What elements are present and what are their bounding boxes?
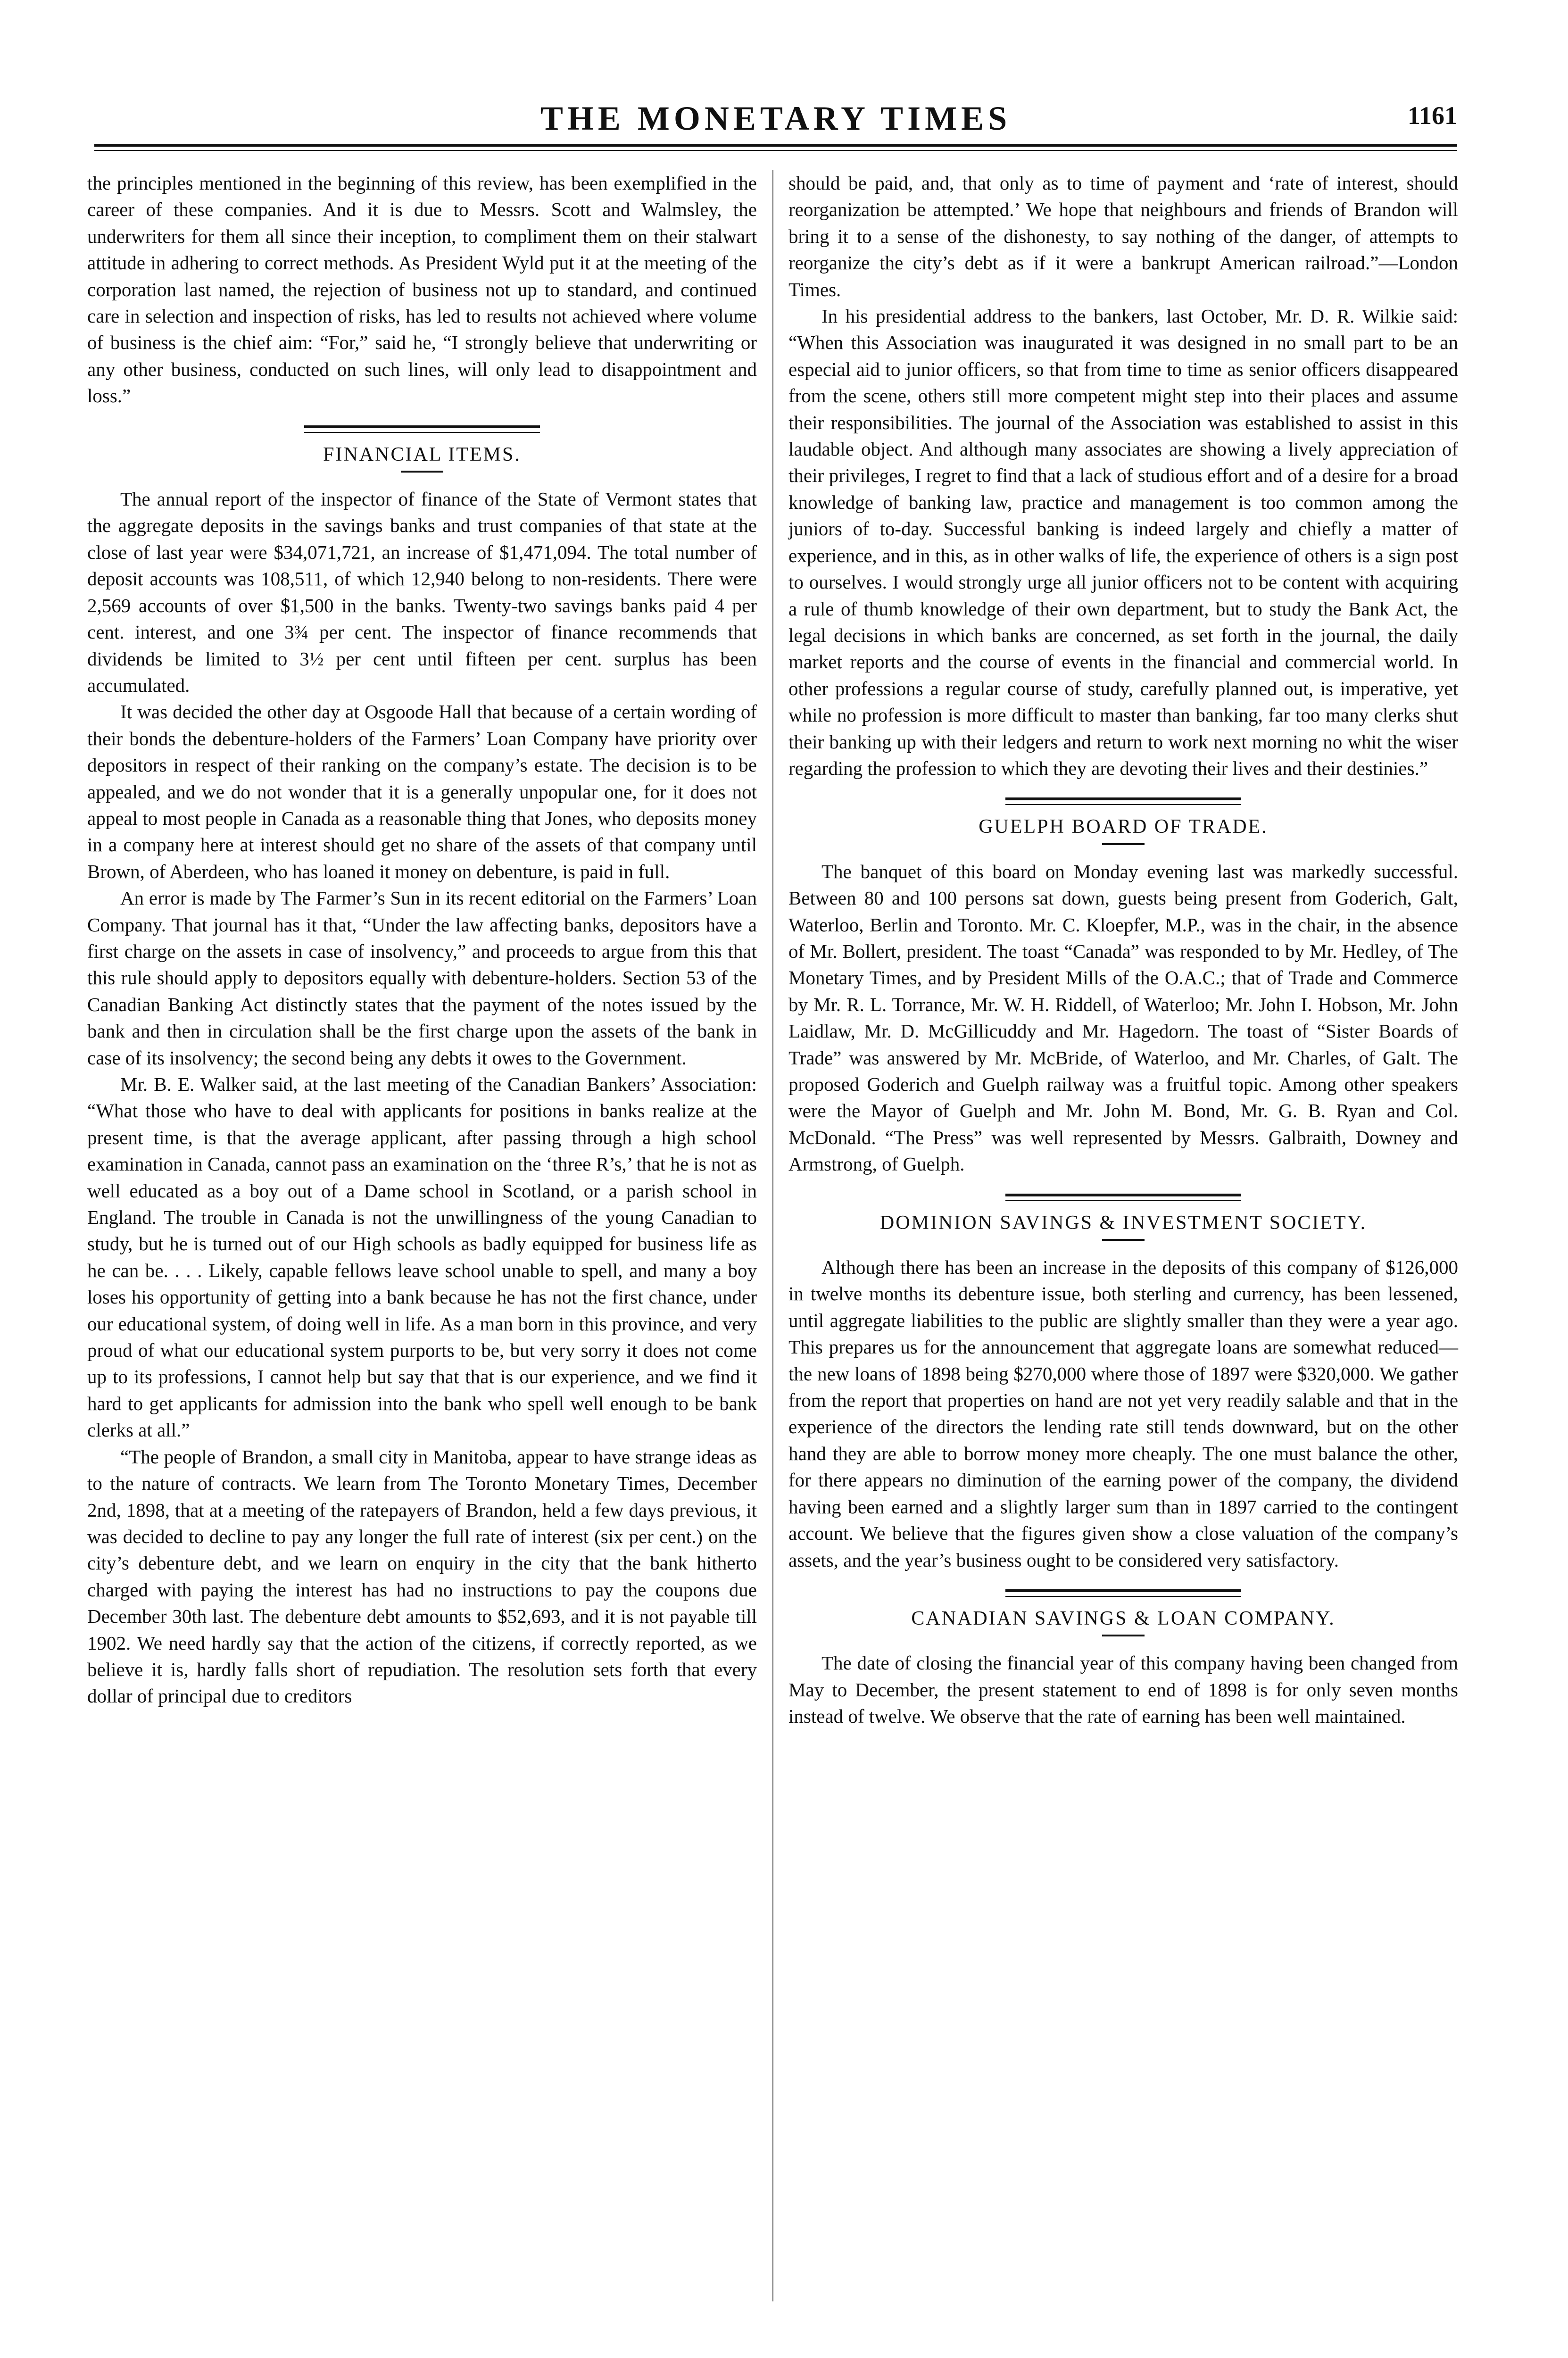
section-heading-financial-items: FINANCIAL ITEMS. xyxy=(323,443,521,465)
column-divider xyxy=(772,170,773,2301)
article-continuation-paragraph: the principles mentioned in the beginning of this review, has been exemplified in the career of these companies. And it is due to Messrs. Scott and Walmsley, the underwriters for them all since their inception, to compliment them on their stalwart attitude in adhering to correct methods. As President Wyld put it at the meeting of the corporation last named, the rejection of business not up to standard, and continued care in selection and inspection of risks, has led to results not achieved where volume of business is the chief aim: “For,” said he, “I strongly believe that underwriting or any other business, conducted on such lines, will only lead to disappointment and loss.” xyxy=(87,172,757,407)
header-rule-thick xyxy=(94,144,1457,147)
section-divider xyxy=(304,425,540,433)
section-divider xyxy=(1005,797,1241,805)
paragraph-wilkie-address: In his presidential address to the bankers, last October, Mr. D. R. Wilkie said: “When this Association was inaugurated it was designed in no small part to be an especial aid to junior officers, so that from time to time as senior officers disappeared from the scene, others still more competent might step into their places and assume their responsibilities. The journal of the Association was established to assist in this laudable object. And although many associates are showing a lively appreciation of their privileges, I regret to find that a lack of studious effort and of a desire for a broad knowledge of banking law, practice and management is too common among the juniors of to-day. Successful banking is indeed largely and chiefly a matter of experience, and in this, as in other walks of life, the experience of others is a sign post to ourselves. I would strongly urge all junior officers not to be content with acquiring a rule of thumb knowledge of their own department, but to study the Bank Act, the legal decisions in which banks are concerned, as set forth in the journal, the daily market reports and the course of events in the financial and commercial world. In other professions a regular course of study, carefully planned out, is imperative, yet while no profession is more difficult to master than banking, far too many clerks shut their banking up with their ledgers and return to work next morning no whit the wiser regarding the profession to which they are devoting their lives and their destinies.” xyxy=(788,305,1458,779)
heading-underline xyxy=(1102,1239,1145,1241)
left-column xyxy=(87,170,757,1710)
paragraph-brandon-continued: should be paid, and, that only as to time of payment and ‘rate of interest, should reorganization be attempted.’ We hope that neighbours and friends of Brandon will bring it to a sense of the dishonesty, to say nothing of the danger, of attempts to reorganize the city’s debt as if it were a bankrupt American railroad.”—London Times. xyxy=(788,172,1458,300)
section-heading-guelph: GUELPH BOARD OF TRADE. xyxy=(979,816,1268,838)
paragraph-vermont-savings: The annual report of the inspector of finance of the State of Vermont states that the aggregate deposits in the savings banks and trust companies of that state at the close of last year were $34,071,721, an increase of $1,471,094. The total number of deposit accounts was 108,511, of which 12,940 belong to non-residents. There were 2,569 accounts of over $1,500 in the banks. Twenty-two savings banks paid 4 per cent. interest, and one 3¾ per cent. The inspector of finance recommends that dividends be limited to 3½ per cent until fifteen per cent. surplus has been accumulated. xyxy=(87,488,757,696)
section-divider xyxy=(1005,1589,1241,1597)
paragraph-canadian: The date of closing the financial year of this company having been changed from May to December, the present statement to end of 1898 is for only seven months instead of twelve. We observe that the rate of earning has been well maintained. xyxy=(788,1652,1458,1727)
publication-title: THE MONETARY TIMES xyxy=(540,100,1012,137)
masthead xyxy=(94,99,1457,141)
right-column xyxy=(788,170,1458,1730)
heading-underline xyxy=(1102,1635,1145,1636)
header-rule-thin xyxy=(94,150,1457,151)
paragraph-osgoode-hall: It was decided the other day at Osgoode Hall that because of a certain wording of their bonds the debenture-holders of the Farmers’ Loan Company have priority over depositors in respect of their ranking on the company’s estate. The decision is to be appealed, and we do not wonder that it is a generally unpopular one, for it does not appeal to most people in Canada as a reasonable thing that Jones, who deposits money in a company here at interest should get no share of the assets of that company until Brown, of Aberdeen, who has loaned it money on debenture, is paid in full. xyxy=(87,701,757,882)
page-number: 1161 xyxy=(1407,101,1457,130)
section-heading-dominion: DOMINION SAVINGS & INVESTMENT SOCIETY. xyxy=(879,1212,1367,1234)
paragraph-walker-bankers: Mr. B. E. Walker said, at the last meeting of the Canadian Bankers’ Association: “What those who have to deal with applicants for positions in banks realize at the present time, is that the average applicant, after passing through a high school examination in Canada, cannot pass an examination on the ‘three R’s,’ that he is not as well educated as a boy out of a Dame school in Scotland, or a parish school in England. The trouble in Canada is not the unwillingness of the young Canadian to study, but he is turned out of our High schools as badly equipped for business life as he can be. . . . Likely, capable fellows leave school unable to spell, and many a boy loses his opportunity of getting into a bank because he has not the first chance, under our educational system, of doing well in life. As a man born in this province, and very proud of what our educational system purports to be, but very sorry it does not come up to its professions, I cannot help but say that that is our experience, and we find it hard to get applicants for admission into the bank who spell well enough to be bank clerks at all.” xyxy=(87,1073,757,1441)
paragraph-farmers-sun: An error is made by The Farmer’s Sun in its recent editorial on the Farmers’ Loan Company. That journal has it that, “Under the law affecting banks, depositors have a first charge on the assets in case of insolvency,” and proceeds to argue from this that this rule should apply to depositors equally with debenture-holders. Section 53 of the Canadian Banking Act distinctly states that the payment of the notes issued by the bank and then in circulation shall be the first charge upon the assets of the bank in case of its insolvency; the second being any debts it owes to the Government. xyxy=(87,887,757,1069)
heading-underline xyxy=(1102,843,1145,845)
paragraph-guelph: The banquet of this board on Monday evening last was markedly successful. Between 80 and 100 persons sat down, guests being present from Goderich, Galt, Waterloo, Berlin and Toronto. Mr. C. Kloepfer, M.P., was in the chair, in the absence of Mr. Bollert, president. The toast “Canada” was responded to by Mr. Hedley, of The Monetary Times, and by President Mills of the O.A.C.; that of Trade and Commerce by Mr. R. L. Torrance, Mr. W. H. Riddell, of Waterloo; Mr. John I. Hobson, Mr. John Laidlaw, Mr. D. McGillicuddy and Mr. Hagedorn. The toast of “Sister Boards of Trade” was answered by Mr. McBride, of Waterloo, and Mr. Charles, of Galt. The proposed Goderich and Guelph railway was a fruitful topic. Among other speakers were the Mayor of Guelph and Mr. John M. Bond, Mr. G. B. Ryan and Col. McDonald. “The Press” was well represented by Messrs. Galbraith, Downey and Armstrong, of Guelph. xyxy=(788,860,1458,1175)
heading-underline xyxy=(401,471,443,473)
paragraph-brandon: “The people of Brandon, a small city in Manitoba, appear to have strange ideas as to the nature of contracts. We learn from The Toronto Monetary Times, December 2nd, 1898, that at a meeting of the ratepayers of Brandon, held a few days previous, it was decided to decline to pay any longer the full rate of interest (six per cent.) on the city’s debenture debt, and we learn on enquiry in the city that the bank hitherto charged with paying the interest has had no instructions to pay the coupons due December 30th last. The debenture debt amounts to $52,693, and it is not payable till 1902. We need hardly say that the action of the citizens, if correctly reported, as we believe it is, hardly falls short of repudiation. The resolution sets forth that every dollar of principal due to creditors xyxy=(87,1445,757,1707)
paragraph-dominion: Although there has been an increase in the deposits of this company of $126,000 in twelve months its debenture issue, both sterling and currency, has been lessened, until aggregate liabilities to the public are slightly smaller than they were a year ago. This prepares us for the announcement that aggregate loans are somewhat reduced—the new loans of 1898 being $270,000 where those of 1897 were $320,000. We gather from the report that properties on hand are not yet very readily salable and that in the experience of the directors the lending rate still tends downward, but on the other hand they are able to borrow money more cheaply. The one must balance the other, for there appears no diminution of the earning power of the company, the dividend having been earned and a slightly larger sum than in 1897 carried to the contingent account. We believe that the figures given show a close valuation of the company’s assets, and the year’s business ought to be considered very satisfactory. xyxy=(788,1256,1458,1571)
section-heading-canadian: CANADIAN SAVINGS & LOAN COMPANY. xyxy=(911,1607,1336,1629)
section-divider xyxy=(1005,1194,1241,1201)
